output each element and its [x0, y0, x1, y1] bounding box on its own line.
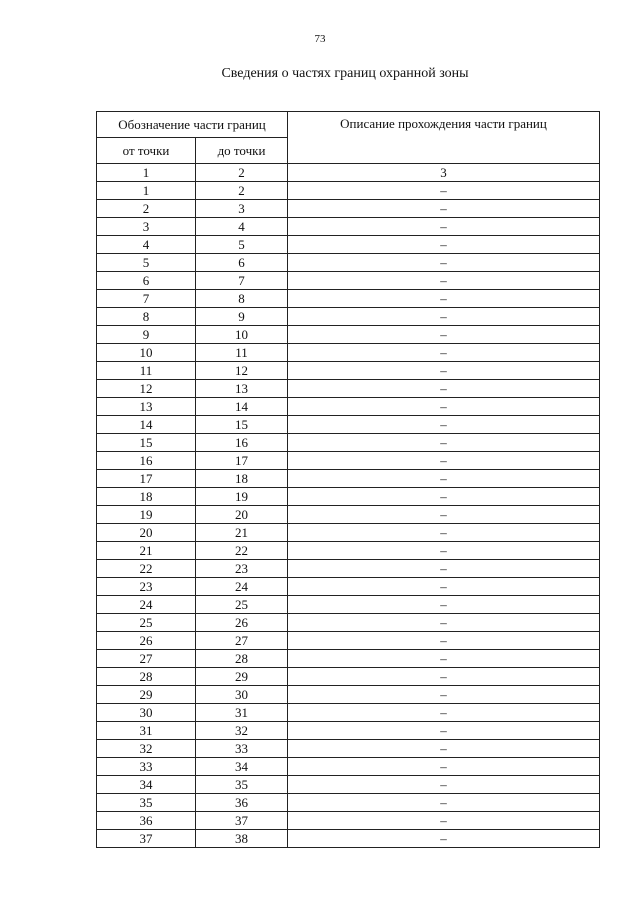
table-row: [97, 398, 600, 416]
from-point-cell: 31: [97, 722, 196, 740]
description-cell: –: [288, 362, 600, 380]
description-cell: –: [288, 272, 600, 290]
table-row: [97, 452, 600, 470]
to-point-cell: 9: [196, 308, 288, 326]
table-row: [97, 578, 600, 596]
description-cell: –: [288, 416, 600, 434]
from-point-cell: 22: [97, 560, 196, 578]
description-cell: –: [288, 794, 600, 812]
description-cell: –: [288, 326, 600, 344]
to-point-cell: 11: [196, 344, 288, 362]
description-cell: –: [288, 560, 600, 578]
from-point-cell: 30: [97, 704, 196, 722]
to-point-cell: 4: [196, 218, 288, 236]
to-point-cell: 14: [196, 398, 288, 416]
description-cell: –: [288, 776, 600, 794]
to-point-cell: 7: [196, 272, 288, 290]
table-row: [97, 524, 600, 542]
description-cell: –: [288, 182, 600, 200]
from-point-cell: 10: [97, 344, 196, 362]
from-point-cell: 28: [97, 668, 196, 686]
description-cell: –: [288, 704, 600, 722]
table-row: [97, 326, 600, 344]
table-row: [97, 830, 600, 848]
description-cell: –: [288, 470, 600, 488]
table-row: [97, 218, 600, 236]
to-point-cell: 31: [196, 704, 288, 722]
header-to-point: до точки: [196, 138, 288, 164]
table-row: [97, 254, 600, 272]
document-title: Сведения о частях границ охранной зоны: [221, 66, 469, 81]
to-point-cell: 18: [196, 470, 288, 488]
table-row: [97, 236, 600, 254]
to-point-cell: 24: [196, 578, 288, 596]
to-point-cell: 23: [196, 560, 288, 578]
description-cell: –: [288, 758, 600, 776]
to-point-cell: 16: [196, 434, 288, 452]
table-row: [97, 596, 600, 614]
from-point-cell: 12: [97, 380, 196, 398]
table-row: [97, 344, 600, 362]
header-boundary-part-designation: Обозначение части границ: [97, 112, 288, 138]
from-point-cell: 6: [97, 272, 196, 290]
table-row: [97, 542, 600, 560]
description-cell: –: [288, 632, 600, 650]
table-row: [97, 758, 600, 776]
description-cell: –: [288, 488, 600, 506]
from-point-cell: 1: [97, 164, 196, 182]
from-point-cell: 23: [97, 578, 196, 596]
from-point-cell: 32: [97, 740, 196, 758]
table-row: [97, 308, 600, 326]
table-row: [97, 416, 600, 434]
to-point-cell: 36: [196, 794, 288, 812]
table-row: [97, 740, 600, 758]
description-cell: 3: [288, 164, 600, 182]
to-point-cell: 33: [196, 740, 288, 758]
description-cell: –: [288, 290, 600, 308]
table-row: [97, 434, 600, 452]
description-cell: –: [288, 722, 600, 740]
description-cell: –: [288, 650, 600, 668]
description-cell: –: [288, 812, 600, 830]
to-point-cell: 21: [196, 524, 288, 542]
to-point-cell: 32: [196, 722, 288, 740]
to-point-cell: 8: [196, 290, 288, 308]
table-row: [97, 722, 600, 740]
from-point-cell: 18: [97, 488, 196, 506]
table-row: [97, 632, 600, 650]
table-row: [97, 182, 600, 200]
table-row: [97, 200, 600, 218]
description-cell: –: [288, 434, 600, 452]
from-point-cell: 19: [97, 506, 196, 524]
description-cell: –: [288, 686, 600, 704]
from-point-cell: 8: [97, 308, 196, 326]
from-point-cell: 34: [97, 776, 196, 794]
to-point-cell: 2: [196, 182, 288, 200]
description-cell: –: [288, 344, 600, 362]
from-point-cell: 3: [97, 218, 196, 236]
to-point-cell: 22: [196, 542, 288, 560]
from-point-cell: 21: [97, 542, 196, 560]
table-row: [97, 470, 600, 488]
from-point-cell: 36: [97, 812, 196, 830]
description-cell: –: [288, 614, 600, 632]
from-point-cell: 20: [97, 524, 196, 542]
from-point-cell: 4: [97, 236, 196, 254]
table-row: [97, 380, 600, 398]
to-point-cell: 34: [196, 758, 288, 776]
description-cell: –: [288, 596, 600, 614]
to-point-cell: 12: [196, 362, 288, 380]
table-row: [97, 164, 600, 182]
to-point-cell: 5: [196, 236, 288, 254]
to-point-cell: 17: [196, 452, 288, 470]
table-row: [97, 686, 600, 704]
from-point-cell: 25: [97, 614, 196, 632]
to-point-cell: 2: [196, 164, 288, 182]
header-from-point: от точки: [97, 138, 196, 164]
description-cell: –: [288, 452, 600, 470]
from-point-cell: 35: [97, 794, 196, 812]
table-row: [97, 614, 600, 632]
to-point-cell: 15: [196, 416, 288, 434]
from-point-cell: 15: [97, 434, 196, 452]
to-point-cell: 10: [196, 326, 288, 344]
description-cell: –: [288, 542, 600, 560]
table-row: [97, 560, 600, 578]
to-point-cell: 35: [196, 776, 288, 794]
from-point-cell: 26: [97, 632, 196, 650]
description-cell: –: [288, 506, 600, 524]
to-point-cell: 28: [196, 650, 288, 668]
to-point-cell: 3: [196, 200, 288, 218]
from-point-cell: 33: [97, 758, 196, 776]
from-point-cell: 1: [97, 182, 196, 200]
description-cell: –: [288, 200, 600, 218]
to-point-cell: 26: [196, 614, 288, 632]
from-point-cell: 29: [97, 686, 196, 704]
from-point-cell: 16: [97, 452, 196, 470]
to-point-cell: 38: [196, 830, 288, 848]
description-cell: –: [288, 218, 600, 236]
table-row: [97, 650, 600, 668]
from-point-cell: 17: [97, 470, 196, 488]
description-cell: –: [288, 236, 600, 254]
table-row: [97, 362, 600, 380]
from-point-cell: 11: [97, 362, 196, 380]
description-cell: –: [288, 740, 600, 758]
description-cell: –: [288, 524, 600, 542]
description-cell: –: [288, 380, 600, 398]
from-point-cell: 13: [97, 398, 196, 416]
from-point-cell: 2: [97, 200, 196, 218]
to-point-cell: 13: [196, 380, 288, 398]
header-boundary-description: Описание прохождения части границ: [288, 112, 600, 164]
description-cell: –: [288, 308, 600, 326]
to-point-cell: 20: [196, 506, 288, 524]
from-point-cell: 27: [97, 650, 196, 668]
page-number: 73: [314, 33, 326, 45]
description-cell: –: [288, 578, 600, 596]
to-point-cell: 6: [196, 254, 288, 272]
to-point-cell: 29: [196, 668, 288, 686]
to-point-cell: 30: [196, 686, 288, 704]
description-cell: –: [288, 668, 600, 686]
table-body: [97, 164, 600, 848]
from-point-cell: 9: [97, 326, 196, 344]
from-point-cell: 7: [97, 290, 196, 308]
table-row: [97, 290, 600, 308]
table-row: [97, 488, 600, 506]
description-cell: –: [288, 830, 600, 848]
description-cell: –: [288, 254, 600, 272]
from-point-cell: 37: [97, 830, 196, 848]
boundary-parts-table: [96, 111, 600, 848]
table-row: [97, 506, 600, 524]
table-row: [97, 272, 600, 290]
table-row: [97, 812, 600, 830]
from-point-cell: 5: [97, 254, 196, 272]
to-point-cell: 37: [196, 812, 288, 830]
to-point-cell: 27: [196, 632, 288, 650]
to-point-cell: 25: [196, 596, 288, 614]
table-row: [97, 704, 600, 722]
table-row: [97, 668, 600, 686]
table-row: [97, 794, 600, 812]
table-row: [97, 776, 600, 794]
from-point-cell: 14: [97, 416, 196, 434]
to-point-cell: 19: [196, 488, 288, 506]
from-point-cell: 24: [97, 596, 196, 614]
description-cell: –: [288, 398, 600, 416]
